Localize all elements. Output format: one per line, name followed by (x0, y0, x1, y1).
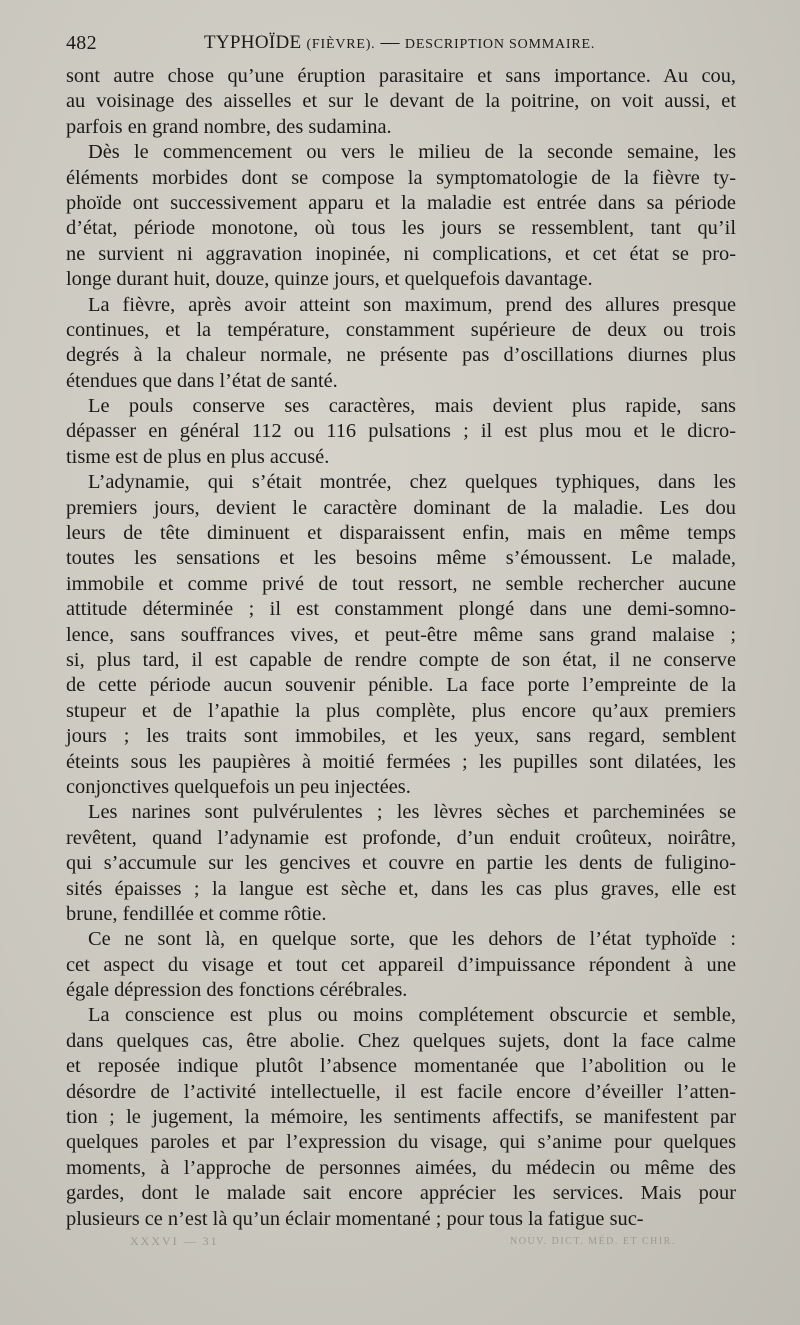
text-line: au voisinage des aisselles et sur le devant de la poitrine, on voit aussi, et (66, 90, 736, 113)
text-line: sités épaisses ; la langue est sèche et, dans les cas plus graves, elle est (66, 877, 736, 900)
text-line: attitude déterminée ; il est constamment plongé dans une demi-somno- (66, 598, 736, 621)
signature-mark: XXXVI — 31 (130, 1234, 219, 1248)
text-line: Le pouls conserve ses caractères, mais devient plus rapide, sans (88, 395, 736, 418)
title-description: DESCRIPTION SOMMAIRE. (404, 37, 596, 52)
text-line: moments, à l’approche de personnes aimées, du médecin ou même des (66, 1156, 736, 1179)
paragraph (66, 293, 736, 395)
text-line: dans quelques cas, être abolie. Chez quelques sujets, dont la face calme (66, 1029, 736, 1052)
text-line: d’état, période monotone, où tous les jours se ressemblent, tant qu’il (66, 217, 736, 240)
text-line: toutes les sensations et les besoins même s’émoussent. Le malade, (66, 547, 736, 570)
text-line: continues, et la température, constamment supérieure de deux ou trois (66, 318, 736, 341)
paragraph (66, 1003, 736, 1232)
text-line: éléments morbides dont se compose la symptomatologie de la fièvre ty- (66, 166, 736, 189)
title-main: TYPHOÏDE (204, 32, 302, 53)
paragraph (66, 470, 736, 800)
text-line: degrés à la chaleur normale, ne présente pas d’oscillations diurnes plus (66, 344, 736, 367)
text-line: de cette période aucun souvenir pénible. La face porte l’empreinte de la (66, 674, 736, 697)
paragraph (66, 140, 736, 292)
page-number: 482 (66, 32, 97, 54)
paragraph (66, 64, 736, 140)
text-line: cet aspect du visage et tout cet appareil d’impuissance répondent à une (66, 953, 736, 976)
paragraph (66, 927, 736, 1003)
text-line: Dès le commencement ou vers le milieu de la seconde semaine, les (88, 141, 736, 164)
text-line: La conscience est plus ou moins complétement obscurcie et semble, (88, 1004, 736, 1027)
text-line: Ce ne sont là, en quelque sorte, que les dehors de l’état typhoïde : (88, 928, 736, 951)
running-title (204, 32, 595, 54)
text-line: étendues que dans l’état de santé. (66, 369, 338, 392)
text-line: L’adynamie, qui s’était montrée, chez quelques typhiques, dans les (88, 471, 736, 494)
text-line: immobile et comme privé de tout ressort, ne semble rechercher aucune (66, 572, 736, 595)
text-line: premiers jours, devient le caractère dominant de la maladie. Les dou (66, 496, 736, 519)
text-line: qui s’accumule sur les gencives et couvre en partie les dents de fuligino- (66, 852, 736, 875)
text-line: et reposée indique plutôt l’absence momentanée que l’abolition ou le (66, 1055, 736, 1078)
text-line: Les narines sont pulvérulentes ; les lèvres sèches et parcheminées se (88, 801, 736, 824)
text-line: stupeur et de l’apathie la plus complète, plus encore qu’aux premiers (66, 699, 736, 722)
text-line: jours ; les traits sont immobiles, et les yeux, sans regard, semblent (66, 725, 736, 748)
title-paren: (FIÈVRE). (306, 37, 376, 52)
page-footer (130, 1234, 750, 1254)
text-line: ne survient ni aggravation inopinée, ni complications, et cet état se pro- (66, 242, 736, 265)
text-line: plusieurs ce n’est là qu’un éclair momentané ; pour tous la fatigue suc- (66, 1207, 644, 1230)
text-line: dépasser en général 112 ou 116 pulsations ; il est plus mou et le dicro- (66, 420, 736, 443)
running-header (66, 28, 746, 58)
text-line: si, plus tard, il est capable de rendre compte de son état, il ne conserve (66, 648, 736, 671)
text-line: quelques paroles et par l’expression du visage, qui s’anime pour quelques (66, 1131, 736, 1154)
text-line: lence, sans souffrances vives, et peut-être même sans grand malaise ; (66, 623, 736, 646)
text-line: brune, fendillée et comme rôtie. (66, 902, 327, 925)
text-line: sont autre chose qu’une éruption parasitaire et sans importance. Au cou, (66, 65, 736, 87)
paragraph (66, 800, 736, 927)
text-line: gardes, dont le malade sait encore apprécier les services. Mais pour (66, 1182, 736, 1205)
text-line: leurs de tête diminuent et disparaissent enfin, mais en même temps (66, 522, 736, 545)
text-line: longe durant huit, douze, quinze jours, et quelquefois davantage. (66, 268, 593, 291)
imprint-line: NOUV. DICT. MÉD. ET CHIR. (510, 1236, 676, 1247)
text-line: tisme est de plus en plus accusé. (66, 445, 330, 468)
text-line: parfois en grand nombre, des sudamina. (66, 115, 392, 138)
body-text (66, 64, 736, 1232)
paragraph (66, 394, 736, 470)
text-line: tion ; le jugement, la mémoire, les sentiments affectifs, se manifestent par (66, 1106, 736, 1129)
text-line: désordre de l’activité intellectuelle, il est facile encore d’éveiller l’atten- (66, 1080, 736, 1103)
text-line: phoïde ont successivement apparu et la maladie est entrée dans sa période (66, 191, 736, 214)
text-line: conjonctives quelquefois un peu injectées. (66, 775, 411, 798)
text-line: éteints sous les paupières à moitié fermées ; les pupilles sont dilatées, les (66, 750, 736, 773)
text-line: La fièvre, après avoir atteint son maximum, prend des allures presque (88, 293, 736, 316)
text-line: revêtent, quand l’adynamie est profonde, d’un enduit croûteux, noirâtre, (66, 826, 736, 849)
text-line: égale dépression des fonctions cérébrales. (66, 979, 408, 1002)
title-separator: — (380, 32, 400, 53)
